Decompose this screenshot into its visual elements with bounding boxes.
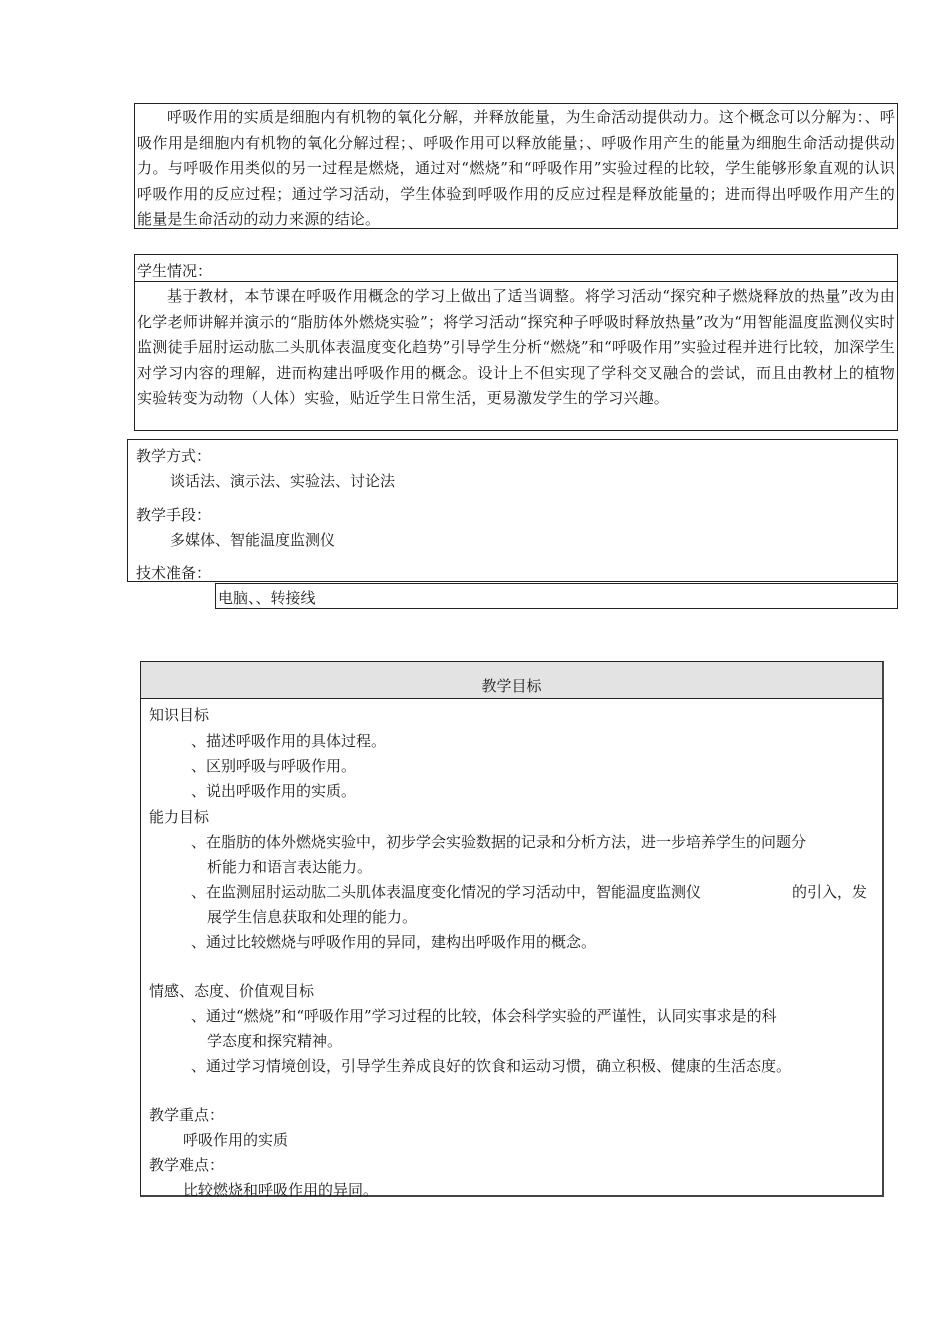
teaching-means-label: 教学手段：: [136, 506, 212, 524]
ability-item-tail: 的引入，发: [792, 883, 868, 901]
knowledge-item: 、描述呼吸作用的具体过程。: [191, 732, 387, 750]
ability-item: 、在脂肪的体外燃烧实验中，初步学会实验数据的记录和分析方法，进一步培养学生的问题分: [191, 833, 807, 851]
affect-item: 、通过学习情境创设，引导学生养成良好的饮食和运动习惯，确立积极、健康的生活态度。: [191, 1057, 792, 1075]
student-situation-box: [134, 281, 898, 431]
affect-item-cont: 学态度和探究精神。: [207, 1032, 343, 1050]
tech-prep-box: [215, 583, 898, 609]
affect-label: 情感、态度、价值观目标: [149, 982, 315, 1000]
knowledge-item: 、说出呼吸作用的实质。: [191, 782, 357, 800]
key-point-value: 呼吸作用的实质: [183, 1131, 289, 1149]
knowledge-item: 、区别呼吸与呼吸作用。: [191, 757, 357, 775]
ability-item-cont: 展学生信息获取和处理的能力。: [207, 908, 418, 926]
intro-box: [134, 103, 898, 229]
ability-item: 、通过比较燃烧与呼吸作用的异同，建构出呼吸作用的概念。: [191, 933, 597, 951]
intro-paragraph: 呼吸作用的实质是细胞内有机物的氧化分解，并释放能量，为生命活动提供动力。这个概念可以分解为：、呼吸作用是细胞内有机物的氧化分解过程；、呼吸作用可以释放能量；、呼吸作用产生的能量为细胞生命活动提供动力。与呼吸作用类似的另一过程是燃烧，通过对“燃烧”和“呼吸作用”实验过程的比较，学生能够形象直观的认识呼吸作用的反应过程；通过学习活动，学生体验到呼吸作用的反应过程是释放能量的；进而得出呼吸作用产生的能量是生命活动的动力来源的结论。: [137, 108, 895, 229]
ability-item-cont: 析能力和语言表达能力。: [207, 858, 373, 876]
difficulty-value: 比较燃烧和呼吸作用的异同。: [183, 1181, 379, 1199]
teaching-means-value: 多媒体、智能温度监测仪: [170, 531, 336, 549]
student-situation-label: 学生情况：: [137, 262, 213, 280]
ability-label: 能力目标: [149, 808, 210, 826]
knowledge-label: 知识目标: [149, 706, 210, 724]
student-situation-label-box: [134, 254, 898, 282]
methods-box: [127, 439, 898, 582]
teaching-method-value: 谈话法、演示法、实验法、讨论法: [170, 472, 396, 490]
key-point-label: 教学重点：: [149, 1106, 225, 1124]
affect-item: 、通过“燃烧”和“呼吸作用”学习过程的比较，体会科学实验的严谨性，认同实事求是的科: [191, 1007, 777, 1025]
teaching-method-label: 教学方式：: [136, 447, 212, 465]
tech-prep-value: 电脑、、转接线: [218, 589, 316, 607]
tech-prep-label: 技术准备：: [136, 564, 212, 582]
student-situation-text: 基于教材，本节课在呼吸作用概念的学习上做出了适当调整。将学习活动“探究种子燃烧释放的热量”改为由化学老师讲解并演示的“脂肪体外燃烧实验”；将学习活动“探究种子呼吸时释放热量”改为“用智能温度监测仪实时监测徒手屈肘运动肱二头肌体表温度变化趋势”引导学生分析“燃烧”和“呼吸作用”实验过程并进行比较，加深学生对学习内容的理解，进而构建出呼吸作用的概念。设计上不但实现了学科交叉融合的尝试，而且由教材上的植物实验转变为动物（人体）实验，贴近学生日常生活，更易激发学生的学习兴趣。: [137, 287, 895, 408]
objectives-header: 教学目标: [141, 662, 882, 699]
ability-item: 、在监测屈肘运动肱二头肌体表温度变化情况的学习活动中，智能温度监测仪: [191, 883, 702, 901]
difficulty-label: 教学难点：: [149, 1156, 225, 1174]
objectives-table: [140, 661, 884, 1197]
